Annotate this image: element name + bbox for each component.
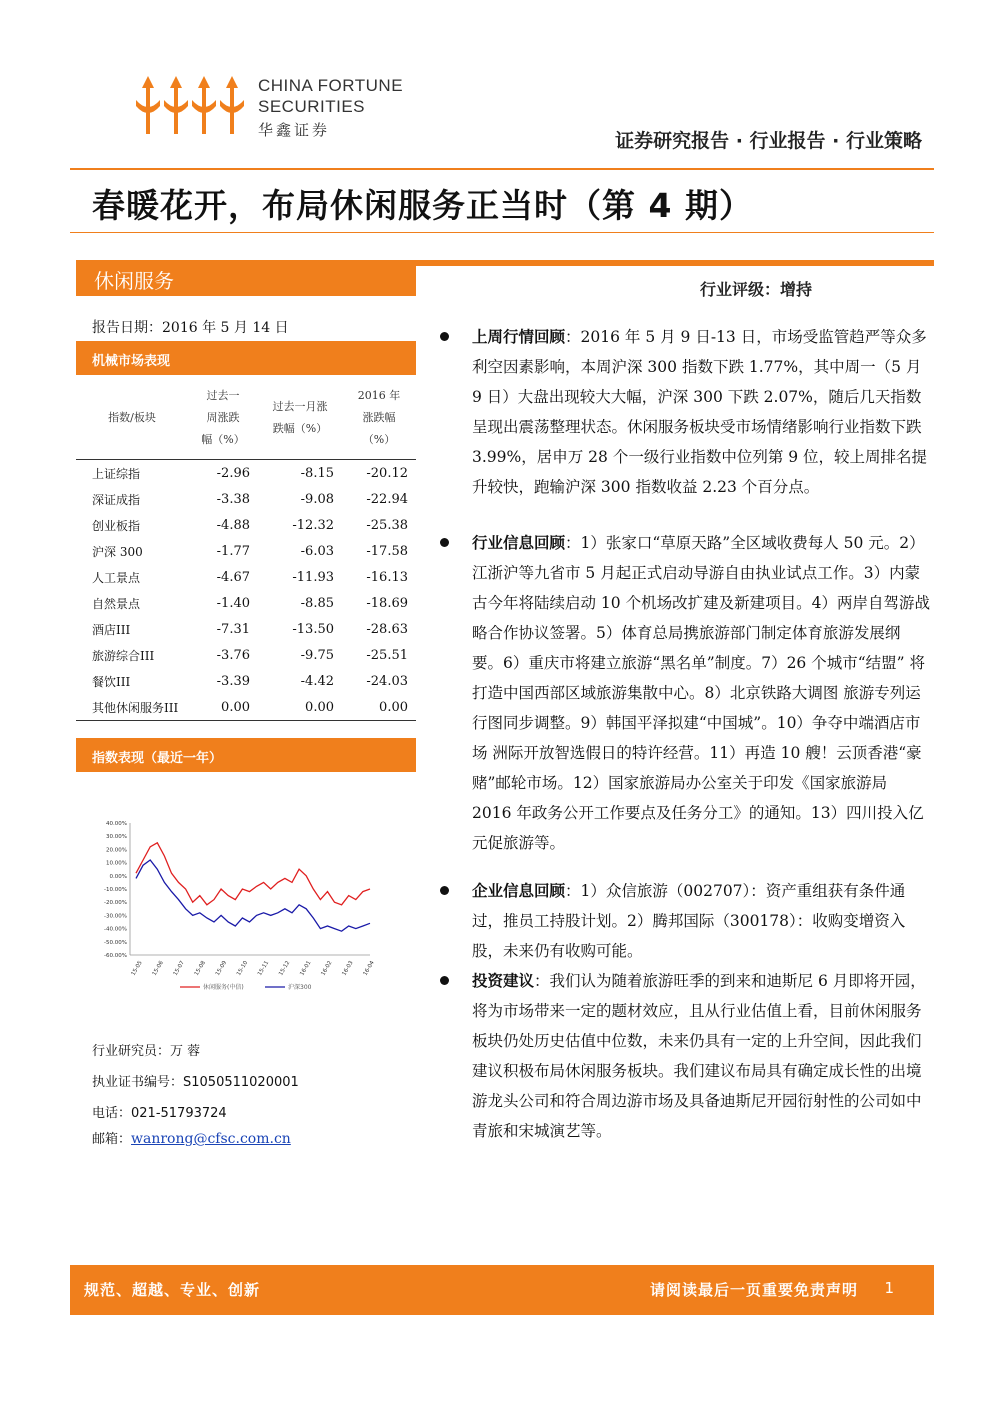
- row-week: -4.88: [216, 517, 250, 533]
- footer-motto: 规范、超越、专业、创新: [84, 1281, 261, 1299]
- table-row: [76, 564, 416, 590]
- table-row: [76, 486, 416, 512]
- analyst-license: 执业证书编号：S1050511020001: [92, 1075, 299, 1090]
- x-tick-label: 15-10: [235, 960, 250, 977]
- email-label: 邮箱：: [92, 1132, 132, 1147]
- table-row: [76, 460, 416, 487]
- y-tick-label: -40.00%: [104, 926, 127, 933]
- table-row: [76, 616, 416, 642]
- row-month: -4.42: [300, 673, 334, 689]
- row-ytd: -16.13: [366, 569, 408, 585]
- row-ytd: -28.63: [366, 621, 408, 637]
- bullet-body: ：我们认为随着旅游旺季的到来和迪斯尼 6 月即将开园，将为市场带来一定的题材效应，且从行业估值上看，目前休闲服务板块仍处历史估值中位数，未来仍具有一定的上升空间，因此我们建议积极布局休闲服务板块。我们建议布局具有确定成长性的出境游龙头公司和符合周边游市场及具备迪斯尼开园衍射性的公司如中青旅和宋城演艺等。: [472, 972, 926, 1140]
- rating-label: 行业评级：: [700, 280, 781, 299]
- x-tick-label: 15-07: [172, 960, 186, 977]
- x-tick-label: 15-09: [214, 960, 229, 977]
- analyst-email-row: [92, 1128, 291, 1147]
- bullet-market-review: [440, 322, 930, 502]
- bullet-icon: [440, 538, 449, 547]
- table-row: [76, 668, 416, 694]
- row-week: -3.39: [216, 673, 250, 689]
- index-chart-heading: 指数表现（最近一年）: [76, 738, 416, 772]
- y-tick-label: 30.00%: [106, 834, 127, 841]
- bullet-icon: [440, 976, 449, 985]
- row-name: 上证综指: [92, 466, 141, 481]
- bullet-icon: [440, 332, 449, 341]
- row-name: 旅游综合III: [92, 648, 155, 663]
- report-type: 证券研究报告 · 行业报告 · 行业策略: [615, 130, 922, 152]
- bullet-icon: [440, 886, 449, 895]
- market-table-heading: 机械市场表现: [76, 341, 416, 375]
- row-ytd: -25.38: [366, 517, 408, 533]
- y-tick-label: -10.00%: [104, 887, 127, 893]
- y-tick-label: -30.00%: [104, 913, 127, 920]
- bullet-label: 上周行情回顾: [472, 328, 566, 346]
- row-week: -1.77: [216, 543, 250, 559]
- title-divider: [70, 232, 934, 233]
- x-tick-label: 15-12: [278, 960, 292, 977]
- row-name: 餐饮III: [92, 674, 131, 689]
- bullet-label: 行业信息回顾: [472, 534, 566, 552]
- row-month: -9.75: [300, 647, 334, 663]
- page-footer: [70, 1265, 934, 1315]
- page-number: 1: [884, 1279, 894, 1297]
- industry-name: 休闲服务: [94, 269, 174, 293]
- table-header-row: [76, 377, 416, 460]
- row-week: -3.76: [216, 647, 250, 663]
- bullet-company-news: [440, 876, 930, 966]
- row-month: -13.50: [292, 621, 334, 637]
- row-name: 自然景点: [92, 596, 141, 611]
- row-week: -4.67: [216, 569, 250, 585]
- row-month: -8.15: [300, 465, 334, 481]
- report-date: 报告日期：2016 年 5 月 14 日: [92, 320, 289, 336]
- row-ytd: 0.00: [342, 694, 416, 721]
- series-line-0: [136, 843, 370, 905]
- y-tick-label: 20.00%: [106, 847, 127, 854]
- x-tick-label: 15-08: [193, 960, 208, 977]
- row-ytd: -18.69: [366, 595, 408, 611]
- row-name: 酒店III: [92, 622, 131, 637]
- bullet-investment-advice: [440, 966, 930, 1146]
- x-tick-label: 15-11: [257, 960, 271, 977]
- row-week: -3.38: [216, 491, 250, 507]
- bullet-label: 企业信息回顾: [472, 882, 566, 900]
- row-month: -6.03: [300, 543, 334, 559]
- x-tick-label: 16-04: [362, 960, 376, 977]
- row-ytd: -25.51: [366, 647, 408, 663]
- header-week: 过去一 周涨跌 幅（%）: [188, 377, 258, 460]
- row-week: -2.96: [216, 465, 250, 481]
- row-name: 其他休闲服务III: [76, 694, 188, 721]
- row-name: 沪深 300: [92, 544, 143, 559]
- industry-rating: [700, 277, 812, 300]
- y-tick-label: 10.00%: [106, 860, 127, 867]
- row-name: 人工景点: [92, 570, 141, 585]
- row-ytd: -20.12: [366, 465, 408, 481]
- footer-disclaimer-link[interactable]: 请阅读最后一页重要免责声明: [649, 1281, 858, 1299]
- row-week: 0.00: [188, 694, 258, 721]
- table-row: [76, 538, 416, 564]
- bullet-industry-news: [440, 528, 930, 858]
- row-ytd: -22.94: [366, 491, 408, 507]
- table-row: [76, 642, 416, 668]
- row-week: -1.40: [216, 595, 250, 611]
- table-row: [76, 590, 416, 616]
- bullet-body: ：2016 年 5 月 9 日-13 日，市场受监管趋严等众多利空因素影响，本周沪深 300 指数下跌 1.77%，其中周一（5 月 9 日）大盘出现较大大幅，沪深 300 下跌 2.07%，随后几天指数呈现出震荡整理状态。休闲服务板块受市场情绪影响行业指数下跌 3.99%，居申万 28 个一级行业指数中位列第 9 位，较上周排名提升较快，跑输沪深 300 指数收益 2.23 个百分点。: [472, 328, 928, 496]
- bullet-body: ：1）张家口“草原天路”全区域收费每人 50 元。2）江浙沪等九省市 5 月起正式启动导游自由执业试点工作。3）内蒙古今年将陆续启动 10 个机场改扩建及新建项目。4）两岸自驾游战略合作协议签署。5）体育总局携旅游部门制定体育旅游发展纲要。6）重庆市将建立旅游“黑名单”制度。7）26 个城市“结盟” 将打造中国西部区域旅游集散中心。8）北京铁路大调图 旅游专列运行图同步调整。9）韩国平泽拟建“中国城”。10）争夺中端酒店市场 洲际开放智选假日的特许经营。11）再造 10 艘！云顶香港“豪赌”邮轮市场。12）国家旅游局办公室关于印发《国家旅游局 2016 年政务公开工作要点及任务分工》的通知。13）四川投入亿元促旅游等。: [472, 534, 930, 852]
- header-month: 过去一月涨 跌幅（%）: [258, 377, 342, 460]
- legend-label-1: 沪深300: [288, 984, 312, 991]
- index-performance-chart: [90, 815, 380, 995]
- x-tick-label: 16-02: [320, 960, 334, 977]
- bullet-body: ：1）众信旅游（002707）：资产重组获有条件通过，推员工持股计划。2）腾邦国际（300178）：收购变增资入股，未来仍有收购可能。: [472, 882, 906, 960]
- row-month: -12.32: [292, 517, 334, 533]
- header-index: 指数/板块: [76, 377, 188, 460]
- market-performance-table: [76, 377, 416, 721]
- y-tick-label: -20.00%: [104, 900, 127, 907]
- x-tick-label: 15-05: [130, 960, 144, 977]
- header-divider: [70, 168, 934, 170]
- y-tick-label: 0.00%: [109, 873, 127, 880]
- row-month: -8.85: [300, 595, 334, 611]
- bullet-label: 投资建议: [472, 972, 535, 990]
- y-tick-label: 40.00%: [106, 821, 127, 827]
- row-month: -11.93: [292, 569, 334, 585]
- y-tick-label: -50.00%: [104, 939, 127, 946]
- brand-name-en-line2: SECURITIES: [258, 97, 366, 116]
- table-row: [76, 512, 416, 538]
- email-link[interactable]: wanrong@cfsc.com.cn: [131, 1131, 291, 1147]
- x-tick-label: 15-06: [151, 960, 165, 977]
- company-logo: [136, 74, 248, 140]
- x-tick-label: 16-01: [299, 960, 313, 977]
- y-tick-label: -60.00%: [104, 953, 127, 959]
- analyst-name: 行业研究员：万 蓉: [92, 1044, 201, 1059]
- x-tick-label: 16-03: [341, 960, 355, 977]
- brand-name-cn: 华鑫证券: [258, 121, 331, 139]
- row-name: 深证成指: [92, 492, 141, 507]
- legend-label-0: 休闲服务(中信): [203, 984, 244, 991]
- report-title: 春暖花开，布局休闲服务正当时（第 4 期）: [92, 186, 753, 225]
- rating-value: 增持: [780, 280, 813, 299]
- row-ytd: -24.03: [366, 673, 408, 689]
- analyst-phone: 电话：021-51793724: [92, 1106, 227, 1121]
- brand-name-en-line1: CHINA FORTUNE: [258, 76, 404, 95]
- header-ytd: 2016 年 涨跌幅 （%）: [342, 377, 416, 460]
- table-row: [76, 694, 416, 721]
- row-week: -7.31: [216, 621, 250, 637]
- row-month: 0.00: [258, 694, 342, 721]
- row-month: -9.08: [300, 491, 334, 507]
- row-name: 创业板指: [92, 518, 141, 533]
- row-ytd: -17.58: [366, 543, 408, 559]
